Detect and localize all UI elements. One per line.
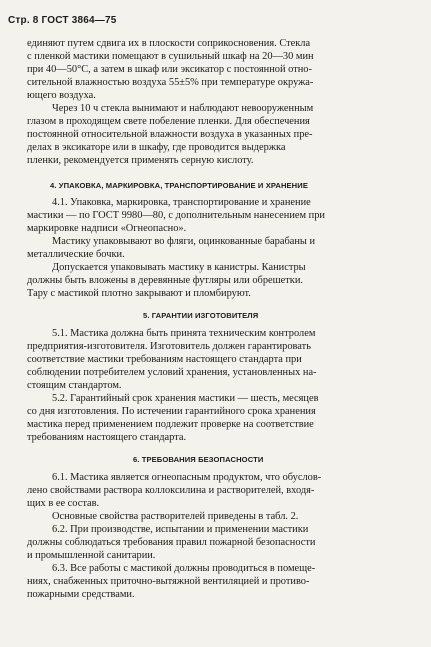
- text-line: пленки, рекомендуется применять серную кислоту.: [27, 155, 254, 166]
- text-line: Основные свойства растворителей приведены в табл. 2.: [52, 511, 299, 522]
- section-heading: 5. ГАРАНТИИ ИЗГОТОВИТЕЛЯ: [143, 311, 259, 320]
- text-line: Допускается упаковывать мастику в канистры. Канистры: [52, 262, 306, 273]
- text-line: требованиям настоящего стандарта.: [27, 432, 187, 443]
- text-line: со дня изготовления. По истечении гарантийного срока хранения: [27, 406, 316, 417]
- text-line: Через 10 ч стекла вынимают и наблюдают невооруженным: [52, 103, 314, 114]
- section-heading: 4. УПАКОВКА, МАРКИРОВКА, ТРАНСПОРТИРОВАНИЕ И ХРАНЕНИЕ: [50, 181, 308, 190]
- text-line: мастика перед применением подлежит проверке на соответствие: [27, 419, 314, 430]
- text-line: щих в ее состав.: [27, 498, 100, 509]
- text-line: ющего воздуха.: [27, 90, 96, 101]
- page-header: Стр. 8 ГОСТ 3864—75: [8, 15, 117, 26]
- text-line: с пленкой мастики помещают в сушильный шкаф на 20—30 мин: [27, 51, 314, 62]
- text-line: 6.2. При производстве, испытании и применении мастики: [52, 524, 309, 535]
- text-line: лено свойствами раствора коллоксилина и растворителей, входя-: [27, 485, 315, 496]
- text-line: 4.1. Упаковка, маркировка, транспортирование и хранение: [52, 197, 311, 208]
- text-line: единяют путем сдвига их в плоскости соприкосновения. Стекла: [27, 38, 311, 49]
- text-line: при 40—50°С, а затем в шкаф или эксикатор с постоянной отно-: [27, 64, 312, 75]
- text-line: металлические бочки.: [27, 249, 125, 260]
- text-line: предприятия-изготовителя. Изготовитель должен гарантировать: [27, 341, 311, 352]
- text-line: соответствие мастики требованиям настоящего стандарта при: [27, 354, 302, 365]
- text-line: 6.3. Все работы с мастикой должны проводиться в помеще-: [52, 563, 316, 574]
- text-line: пожарными средствами.: [27, 589, 135, 600]
- text-line: должны соблюдаться требования правил пожарной безопасности: [27, 537, 316, 548]
- text-line: стоящим стандартом.: [27, 380, 122, 391]
- text-line: делах в эксикаторе или в шкафу, где проводится выдержка: [27, 142, 286, 153]
- text-line: постоянной относительной влажности воздуха в указанных пре-: [27, 129, 313, 140]
- text-line: должны быть вложены в деревянные футляры или обрешетки.: [27, 275, 303, 286]
- text-line: соблюдении потребителем условий хранения, установленных на-: [27, 367, 317, 378]
- text-line: сительной влажностью воздуха 55±5% при температуре окружа-: [27, 77, 314, 88]
- text-line: и промышленной санитарии.: [27, 550, 156, 561]
- text-line: Мастику упаковывают во фляги, оцинкованные барабаны и: [52, 236, 316, 247]
- section-heading: 6. ТРЕБОВАНИЯ БЕЗОПАСНОСТИ: [133, 455, 264, 464]
- text-line: мастики — по ГОСТ 9980—80, с дополнительным нанесением при: [27, 210, 325, 221]
- text-line: 5.1. Мастика должна быть принята техническим контролем: [52, 328, 316, 339]
- text-line: глазом в проходящем свете побеление пленки. Для обеспечения: [27, 116, 310, 127]
- text-line: 6.1. Мастика является огнеопасным продуктом, что обуслов-: [52, 472, 322, 483]
- text-line: маркировке надписи «Огнеопасно».: [27, 223, 187, 234]
- text-line: ниях, снабженных приточно-вытяжной вентиляцией и противо-: [27, 576, 310, 587]
- text-line: 5.2. Гарантийный срок хранения мастики — шесть, месяцев: [52, 393, 319, 404]
- text-line: Тару с мастикой плотно закрывают и пломбируют.: [27, 288, 251, 299]
